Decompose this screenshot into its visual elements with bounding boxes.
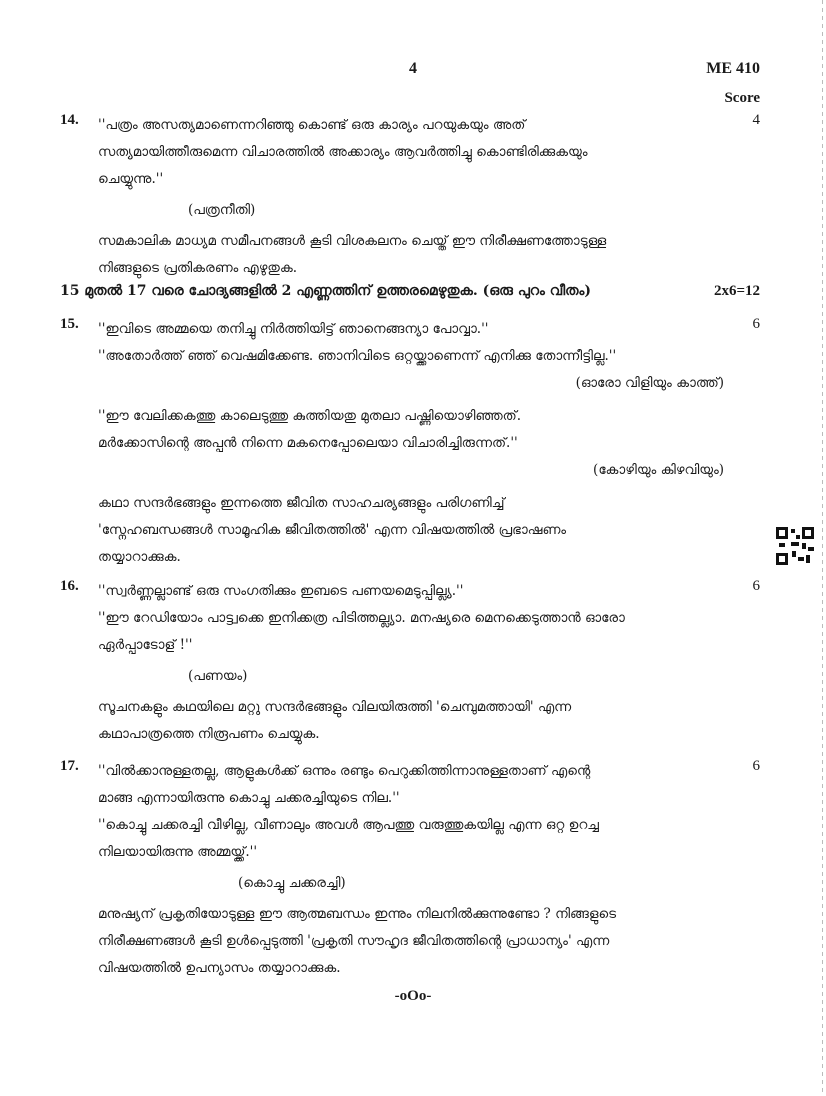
source-title: (കൊച്ചു ചക്കരച്ചി) — [238, 875, 346, 891]
scan-edge — [822, 0, 823, 1096]
quote-line: ''ഈ വേലിക്കകത്തു കാലെടുത്തു കുത്തിയതു മുതലാ പഷ്ണിയൊഴിഞ്ഞത്. — [98, 408, 522, 424]
task-line: നിരീക്ഷണങ്ങൾ കൂടി ഉൾപ്പെടുത്തി 'പ്രകൃതി സൗഹൃദ ജീവിതത്തിന്റെ പ്രാധാന്യം' എന്ന — [98, 933, 610, 949]
task-line: സൂചനകളും കഥയിലെ മറ്റു സന്ദർഭങ്ങളും വിലയിരുത്തി 'ചെമ്പുമത്തായി' എന്ന — [98, 699, 572, 715]
paper-code: ME 410 — [706, 60, 760, 77]
task-line: 'സ്നേഹബന്ധങ്ങൾ സാമൂഹിക ജീവിതത്തിൽ' എന്ന വിഷയത്തിൽ പ്രഭാഷണം — [98, 522, 567, 538]
quote-line: ''പത്രം അസത്യമാണെന്നറിഞ്ഞു കൊണ്ട് ഒരു കാര്യം പറയുകയും അത് — [98, 117, 526, 133]
quote-line: ''അതോർത്ത് ഞ്ഞ് വെഷമിക്കേണ്ട. ഞാനിവിടെ ഒറ്റയ്ക്കാണെന്ന് എനിക്കു തോന്നീട്ടില്ല.'' — [98, 348, 617, 364]
task-line: വിഷയത്തിൽ ഉപന്യാസം തയ്യാറാക്കുക. — [98, 960, 341, 976]
source-title: (പത്രനീതി) — [188, 202, 256, 218]
qr-code — [776, 527, 814, 565]
quote-line: ചെയ്യുന്നു.'' — [98, 171, 164, 187]
question-marks: 6 — [752, 316, 760, 332]
task-line: നിങ്ങളുടെ പ്രതികരണം എഴുതുക. — [98, 260, 298, 276]
quote-line: ''ഇവിടെ അമ്മയെ തനിച്ചു നിർത്തിയിട്ട് ഞാനെങ്ങന്യാ പോവ്വാ.'' — [98, 321, 489, 337]
question-14 — [60, 112, 760, 282]
source-title: (ഓരോ വിളിയും കാത്ത്) — [575, 375, 724, 391]
question-number: 16. — [60, 578, 79, 594]
question-number: 14. — [60, 112, 79, 128]
quote-line: മർക്കോസിന്റെ അപ്പൻ നിന്നെ മകനെപ്പോലെയാ വിചാരിച്ചിരുന്നത്.'' — [98, 435, 518, 451]
instruction-text: 15 മുതൽ 17 വരെ ചോദ്യങ്ങളിൽ 2 എണ്ണത്തിന് ഉത്തരമെഴുതുക. (ഒരു പുറം വീതം) — [60, 283, 591, 299]
score-header: Score — [724, 90, 760, 106]
question-17 — [60, 758, 760, 982]
task-line: സമകാലിക മാധ്യമ സമീപനങ്ങൾ കൂടി വിശകലനം ചെയ്ത് ഈ നിരീക്ഷണത്തോടുള്ള — [98, 233, 607, 249]
quote-line: ''കൊച്ചു ചക്കരച്ചി വീഴില്ല, വീണാലും അവൾ ആപത്തു വരുത്തുകയില്ല എന്ന ഒറ്റ ഉറച്ച — [98, 817, 599, 833]
end-mark: -oOo- — [394, 988, 432, 1004]
section-instruction — [60, 283, 760, 299]
page-number: 4 — [409, 60, 417, 77]
quote-line: ''സ്വർണ്ണല്ലാണ്ട് ഒരു സംഗതിക്കും ഇബടെ പണയമെടുപ്പില്ല്യ.'' — [98, 583, 464, 599]
question-marks: 6 — [752, 578, 760, 594]
task-line: മനുഷ്യന് പ്രകൃതിയോടുള്ള ഈ ആത്മബന്ധം ഇന്നും നിലനിൽക്കുന്നുണ്ടോ ? നിങ്ങളുടെ — [98, 906, 617, 922]
task-line: കഥാ സന്ദർഭങ്ങളും ഇന്നത്തെ ജീവിത സാഹചര്യങ്ങളും പരിഗണിച്ച് — [98, 495, 505, 511]
question-15 — [60, 316, 760, 571]
quote-line: മാങ്ങ എന്നായിരുന്നു കൊച്ചു ചക്കരച്ചിയുടെ നില.'' — [98, 790, 400, 806]
quote-line: നിലയായിരുന്നു അമ്മയ്ക്ക്.'' — [98, 844, 258, 860]
question-marks: 4 — [752, 112, 760, 128]
source-title: (പണയം) — [188, 668, 248, 684]
quote-line: ''വിൽക്കാനുള്ളതല്ല, ആളുകൾക്ക് ഒന്നും രണ്ടും പെറുക്കിത്തിന്നാനുള്ളതാണ് എന്റെ — [98, 763, 591, 779]
quote-line: സത്യമായിത്തീരുമെന്ന വിചാരത്തിൽ അക്കാര്യം ആവർത്തിച്ചു കൊണ്ടിരിക്കുകയും — [98, 144, 588, 160]
source-title: (കോഴിയും കിഴവിയും) — [593, 462, 724, 478]
task-line: തയ്യാറാക്കുക. — [98, 549, 181, 565]
question-number: 15. — [60, 316, 79, 332]
quote-line: ''ഈ റേഡിയോം പാട്ട്വക്കെ ഇനിക്കത്ര പിടിത്തല്ല്യാ. മനഷ്യരെ മെനക്കെടുത്താൻ ഓരോ — [98, 610, 625, 626]
question-marks: 6 — [752, 758, 760, 774]
question-number: 17. — [60, 758, 79, 774]
task-line: കഥാപാത്രത്തെ നിരൂപണം ചെയ്യുക. — [98, 726, 320, 742]
instruction-marks: 2x6=12 — [713, 283, 760, 299]
quote-line: ഏർപ്പാടോള് !'' — [98, 637, 193, 653]
question-16 — [60, 578, 760, 748]
